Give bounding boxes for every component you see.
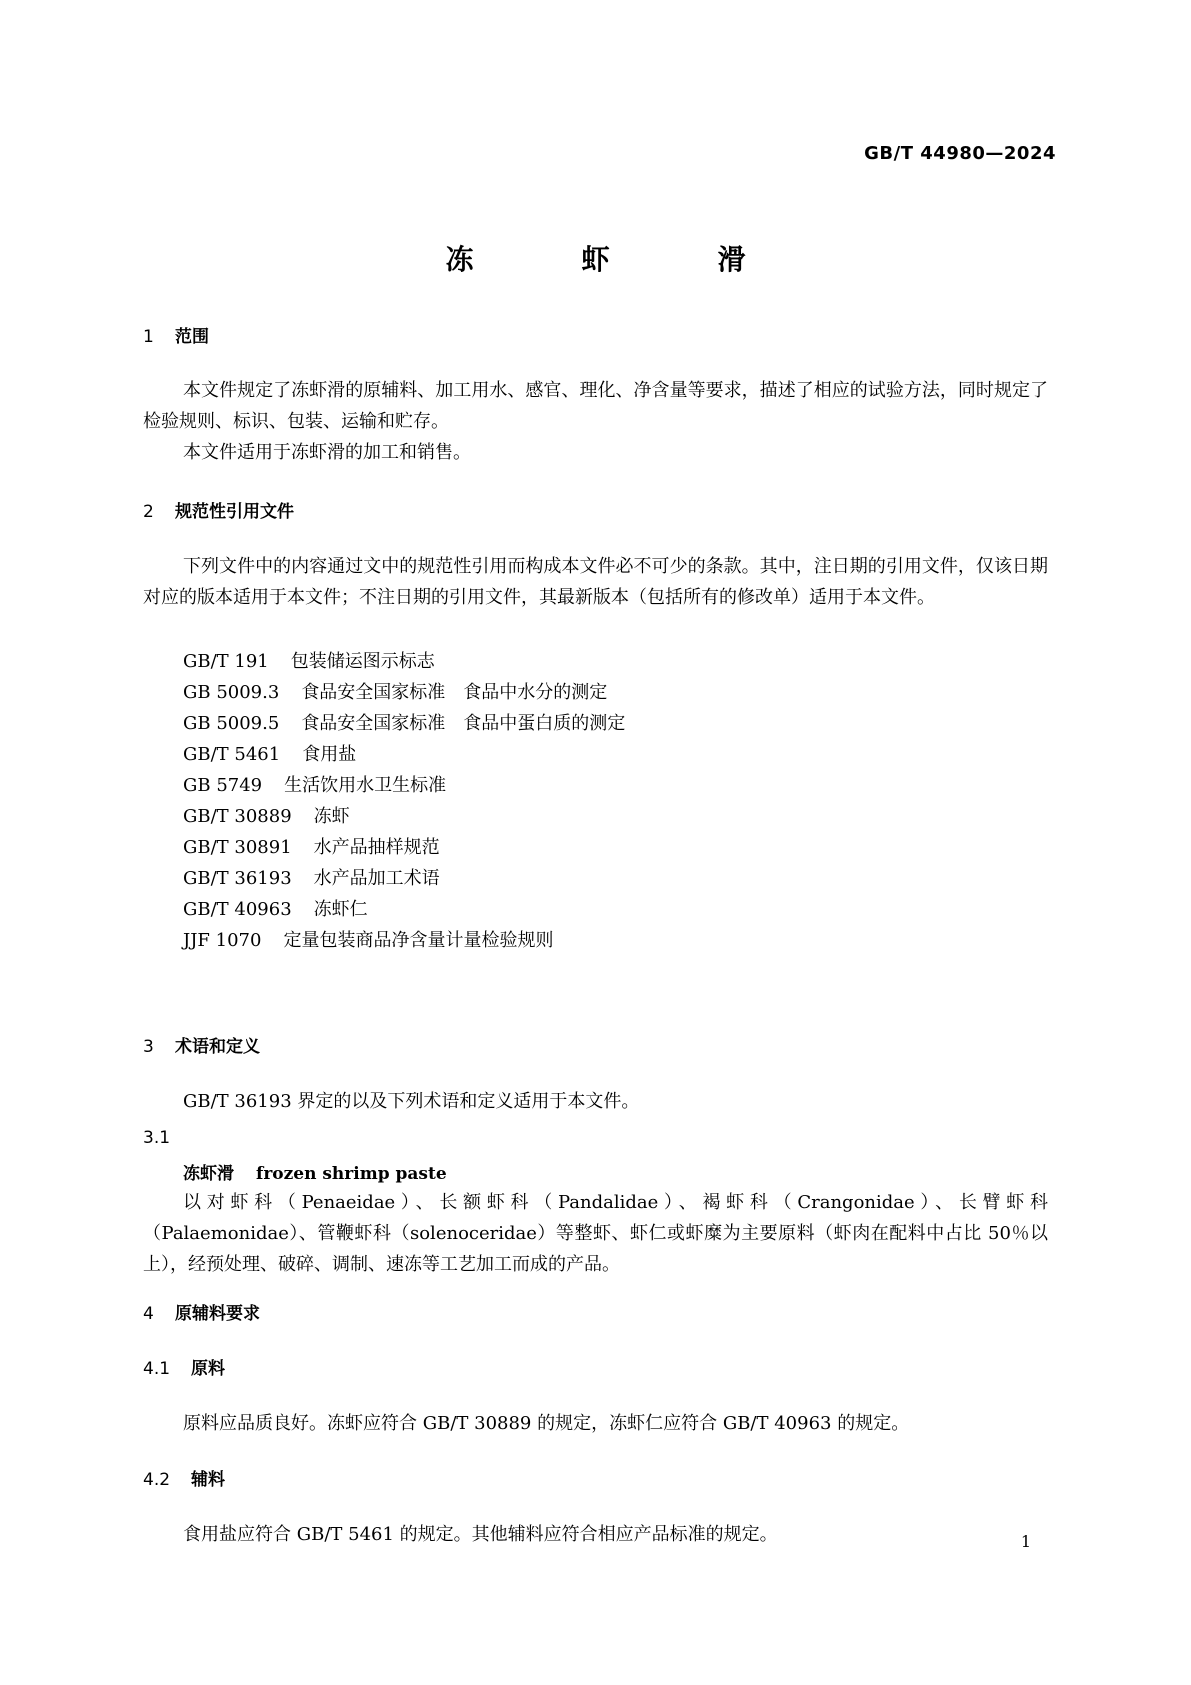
term-chinese: 冻虾滑 (183, 1164, 234, 1184)
term-number: 3.1 (143, 1128, 171, 1148)
reference-item: GB/T 30891 水产品抽样规范 (183, 837, 440, 858)
reference-item: GB 5749 生活饮用水卫生标准 (183, 775, 447, 796)
section-3-intro: GB/T 36193 界定的以及下列术语和定义适用于本文件。 (183, 1091, 640, 1112)
reference-item: GB/T 36193 水产品加工术语 (183, 868, 440, 889)
section-3-heading: 3 术语和定义 (143, 1037, 260, 1057)
section-1-heading: 1 范围 (143, 327, 209, 347)
document-title: 冻 虾 滑 (445, 243, 786, 276)
reference-item: GB/T 191 包装储运图示标志 (183, 651, 435, 672)
subsection-4-2-text: 食用盐应符合 GB/T 5461 的规定。其他辅料应符合相应产品标准的规定。 (183, 1524, 778, 1545)
reference-item: GB/T 40963 冻虾仁 (183, 899, 368, 920)
reference-item: GB/T 30889 冻虾 (183, 806, 350, 827)
subsection-4-1-heading: 4.1 原料 (143, 1359, 225, 1379)
reference-item: GB 5009.5 食品安全国家标准 食品中蛋白质的测定 (183, 713, 626, 734)
section-2-heading: 2 规范性引用文件 (143, 502, 294, 522)
section-2-paragraph-1: 下列文件中的内容通过文中的规范性引用而构成本文件必不可少的条款。其中，注日期的引用文件，仅该日期对应的版本适用于本文件；不注日期的引用文件，其最新版本（包括所有的修改单）适用于本文件。 (143, 556, 1048, 608)
section-1-paragraph-2: 本文件适用于冻虾滑的加工和销售。 (183, 442, 471, 463)
term-heading (183, 1159, 447, 1184)
section-4-heading: 4 原辅料要求 (143, 1304, 260, 1324)
reference-item: GB/T 5461 食用盐 (183, 744, 357, 765)
reference-item: GB 5009.3 食品安全国家标准 食品中水分的测定 (183, 682, 608, 703)
reference-item: JJF 1070 定量包装商品净含量计量检验规则 (183, 930, 554, 951)
page-number: 1 (1020, 1532, 1031, 1551)
subsection-4-1-text: 原料应品质良好。冻虾应符合 GB/T 30889 的规定，冻虾仁应符合 GB/T 40963 的规定。 (183, 1413, 910, 1434)
term-english: frozen shrimp paste (256, 1164, 447, 1184)
subsection-4-2-heading: 4.2 辅料 (143, 1470, 225, 1490)
section-1-paragraph-1: 本文件规定了冻虾滑的原辅料、加工用水、感官、理化、净含量等要求，描述了相应的试验方法，同时规定了检验规则、标识、包装、运输和贮存。 (143, 380, 1048, 432)
standard-number: GB/T 44980—2024 (864, 143, 1056, 164)
term-definition: 以对虾科（Penaeidae）、长额虾科（Pandalidae）、褐虾科（Crangonidae）、长臂虾科（Palaemonidae）、管鞭虾科（solenoceridae）等整虾、虾仁或虾糜为主要原料（虾肉在配料中占比 50％以上），经预处理、破碎、调制、速冻等工艺加工而成的产品。 (143, 1192, 1048, 1275)
